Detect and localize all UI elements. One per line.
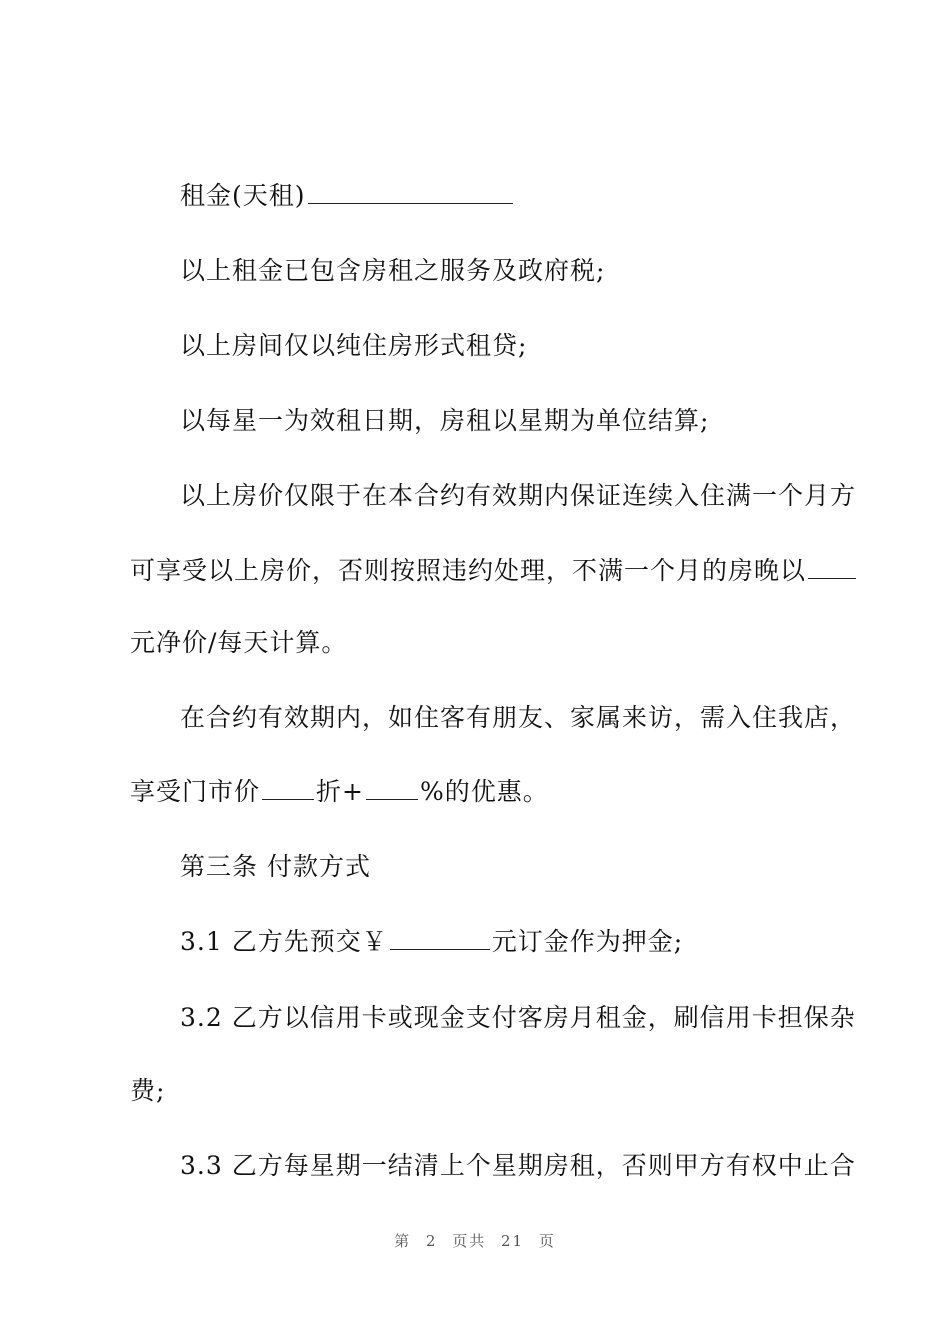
paragraph-line	[0, 1151, 950, 1181]
paragraph-text: 以上房价仅限于在本合约有效期内保证连续入住满一个月方	[180, 481, 857, 510]
paragraph-line	[0, 1003, 950, 1033]
paragraph-line	[0, 481, 950, 511]
percent-blank	[366, 797, 418, 800]
paragraph-line	[0, 628, 950, 658]
discount-line	[0, 777, 950, 807]
rent-daily-label: 租金(天租)	[180, 181, 306, 210]
paragraph-text: 在合约有效期内，如住客有朋友、家属来访，需入住我店，	[180, 703, 857, 732]
paragraph-text: 3.3 乙方每星期一结清上个星期房租，否则甲方有权中止合	[180, 1151, 856, 1180]
paragraph-text: 以上房间仅以纯住房形式租贷;	[180, 331, 528, 360]
deposit-line	[0, 927, 950, 957]
paragraph-text: 3.2 乙方以信用卡或现金支付客房月租金，刷信用卡担保杂	[180, 1003, 856, 1032]
paragraph-text: 以上租金已包含房租之服务及政府税;	[180, 256, 606, 285]
paragraph-line	[0, 1076, 950, 1106]
paragraph-text: 元净价/每天计算。	[130, 628, 348, 657]
paragraph-line	[0, 406, 950, 436]
paragraph-line	[0, 556, 950, 586]
discount-blank	[262, 797, 314, 800]
paragraph-text: 可享受以上房价，否则按照违约处理，不满一个月的房晚以	[130, 556, 807, 585]
deposit-blank	[390, 947, 490, 950]
paragraph-text: 折+	[316, 777, 364, 806]
paragraph-line	[0, 703, 950, 733]
section-heading	[0, 852, 950, 882]
page-number-footer: 第 2 页共 21 页	[394, 1232, 556, 1250]
rent-daily-blank	[308, 201, 513, 204]
paragraph-text: 享受门市价	[130, 777, 261, 806]
section-heading-text: 第三条 付款方式	[180, 852, 371, 881]
paragraph-text: 费;	[130, 1076, 166, 1105]
night-rate-blank	[808, 576, 856, 579]
paragraph-text: 3.1 乙方先预交￥	[180, 927, 388, 956]
paragraph-line	[0, 331, 950, 361]
paragraph-text: %的优惠。	[419, 777, 549, 806]
paragraph-line	[0, 256, 950, 286]
rent-daily-line	[0, 181, 950, 211]
paragraph-text: 以每星一为效租日期，房租以星期为单位结算;	[180, 406, 710, 435]
paragraph-text: 元订金作为押金;	[491, 927, 684, 956]
